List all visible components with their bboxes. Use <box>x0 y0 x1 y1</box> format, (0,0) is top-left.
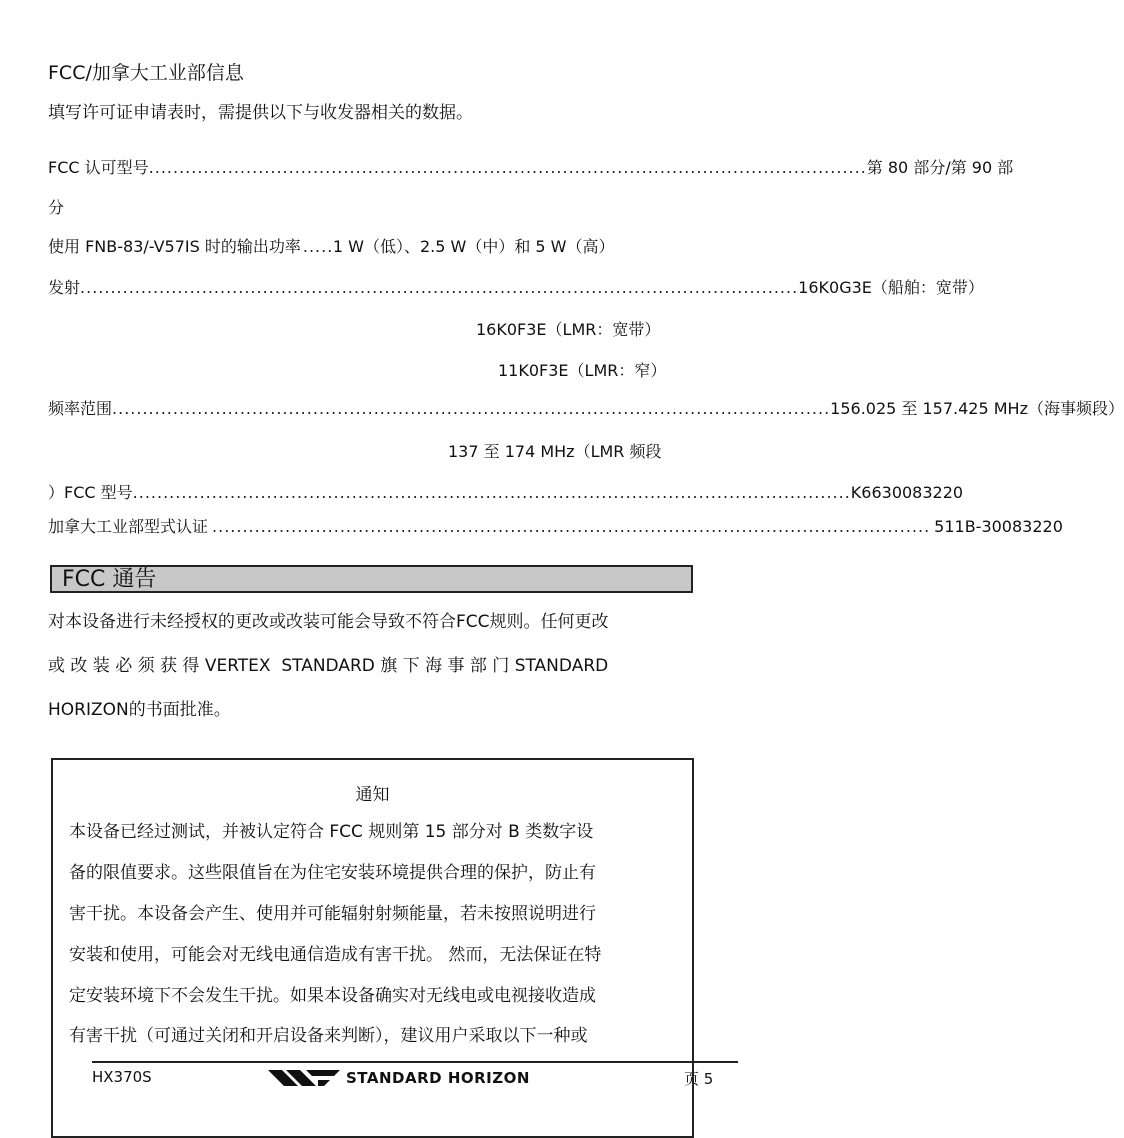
leader-dots: ...................................................................................................................... <box>80 278 799 297</box>
output-power-value: 1 W（低）、2.5 W（中）和 5 W（高） <box>332 237 615 256</box>
notice-line-2: 备的限值要求。这些限值旨在为住宅安装环境提供合理的保护，防止有 <box>69 863 596 883</box>
spec-ic <box>48 516 1063 538</box>
brand-logo <box>268 1066 530 1090</box>
freq-value-2: 137 至 174 MHz（LMR 频段 <box>448 442 662 461</box>
fcc-approval-label: FCC 认可型号 <box>48 158 149 177</box>
emission-label: 发射 <box>48 278 81 297</box>
leader-dots: ...................................................................................................................... <box>148 158 867 177</box>
leader-dots: ..... <box>302 237 334 256</box>
freq-label: 频率范围 <box>48 399 113 418</box>
notice-line-3: 害干扰。本设备会产生、使用并可能辐射射频能量，若未按照说明进行 <box>69 904 596 924</box>
page-heading: FCC/加拿大工业部信息 <box>48 62 244 84</box>
footer-model: HX370S <box>92 1068 152 1086</box>
leader-dots: ...................................................................................................................... <box>212 517 931 536</box>
intro-text: 填写许可证申请表时，需提供以下与收发器相关的数据。 <box>48 103 473 123</box>
leader-dots: ...................................................................................................................... <box>112 399 831 418</box>
spec-emission <box>48 277 984 299</box>
fcc-approval-wrap: 分 <box>48 198 65 217</box>
freq-value-1: 156.025 至 157.425 MHz（海事频段） <box>830 399 1124 418</box>
notice-title: 通知 <box>355 785 390 805</box>
output-power-label: 使用 FNB-83/-V57IS 时的输出功率 <box>48 237 301 256</box>
fcc-notice-title: FCC 通告 <box>62 567 157 592</box>
fcc-notice-line-1: 对本设备进行未经授权的更改或改装可能会导致不符合FCC规则。任何更改 <box>48 612 609 632</box>
notice-line-5: 定安装环境下不会发生干扰。如果本设备确实对无线电或电视接收造成 <box>69 986 596 1006</box>
fcc-approval-value: 第 80 部分/第 90 部 <box>866 158 1014 177</box>
fcc-notice-header <box>50 565 693 593</box>
ic-value: 511B-30083220 <box>934 517 1063 536</box>
footer-rule <box>92 1061 738 1063</box>
spec-fcc-id <box>48 482 964 504</box>
notice-line-6: 有害干扰（可通过关闭和开启设备来判断），建议用户采取以下一种或 <box>69 1026 588 1046</box>
emission-value-2: 16K0F3E（LMR：宽带） <box>476 320 661 339</box>
emission-value-3: 11K0F3E（LMR：窄） <box>498 361 667 380</box>
fcc-notice-line-2: 或 改 装 必 须 获 得 VERTEX STANDARD 旗 下 海 事 部 门 STANDARD <box>48 656 609 676</box>
emission-value-1: 16K0G3E（船舶：宽带） <box>798 278 984 297</box>
fcc-id-label: ）FCC 型号 <box>48 483 133 502</box>
notice-line-4: 安装和使用，可能会对无线电通信造成有害干扰。 然而，无法保证在特 <box>69 945 602 965</box>
ic-label: 加拿大工业部型式认证 <box>48 517 209 536</box>
spec-frequency <box>48 398 1124 420</box>
notice-line-1: 本设备已经过测试，并被认定符合 FCC 规则第 15 部分对 B 类数字设 <box>69 822 594 842</box>
leader-dots: ...................................................................................................................... <box>132 483 851 502</box>
footer-page-number: 页 5 <box>684 1070 714 1088</box>
spec-output-power <box>48 236 615 258</box>
brand-logo-icon <box>268 1068 340 1088</box>
brand-logo-text: STANDARD HORIZON <box>346 1069 530 1087</box>
spec-fcc-approval <box>48 157 1014 179</box>
fcc-id-value: K6630083220 <box>850 483 964 502</box>
fcc-notice-line-3: HORIZON的书面批准。 <box>48 700 231 720</box>
